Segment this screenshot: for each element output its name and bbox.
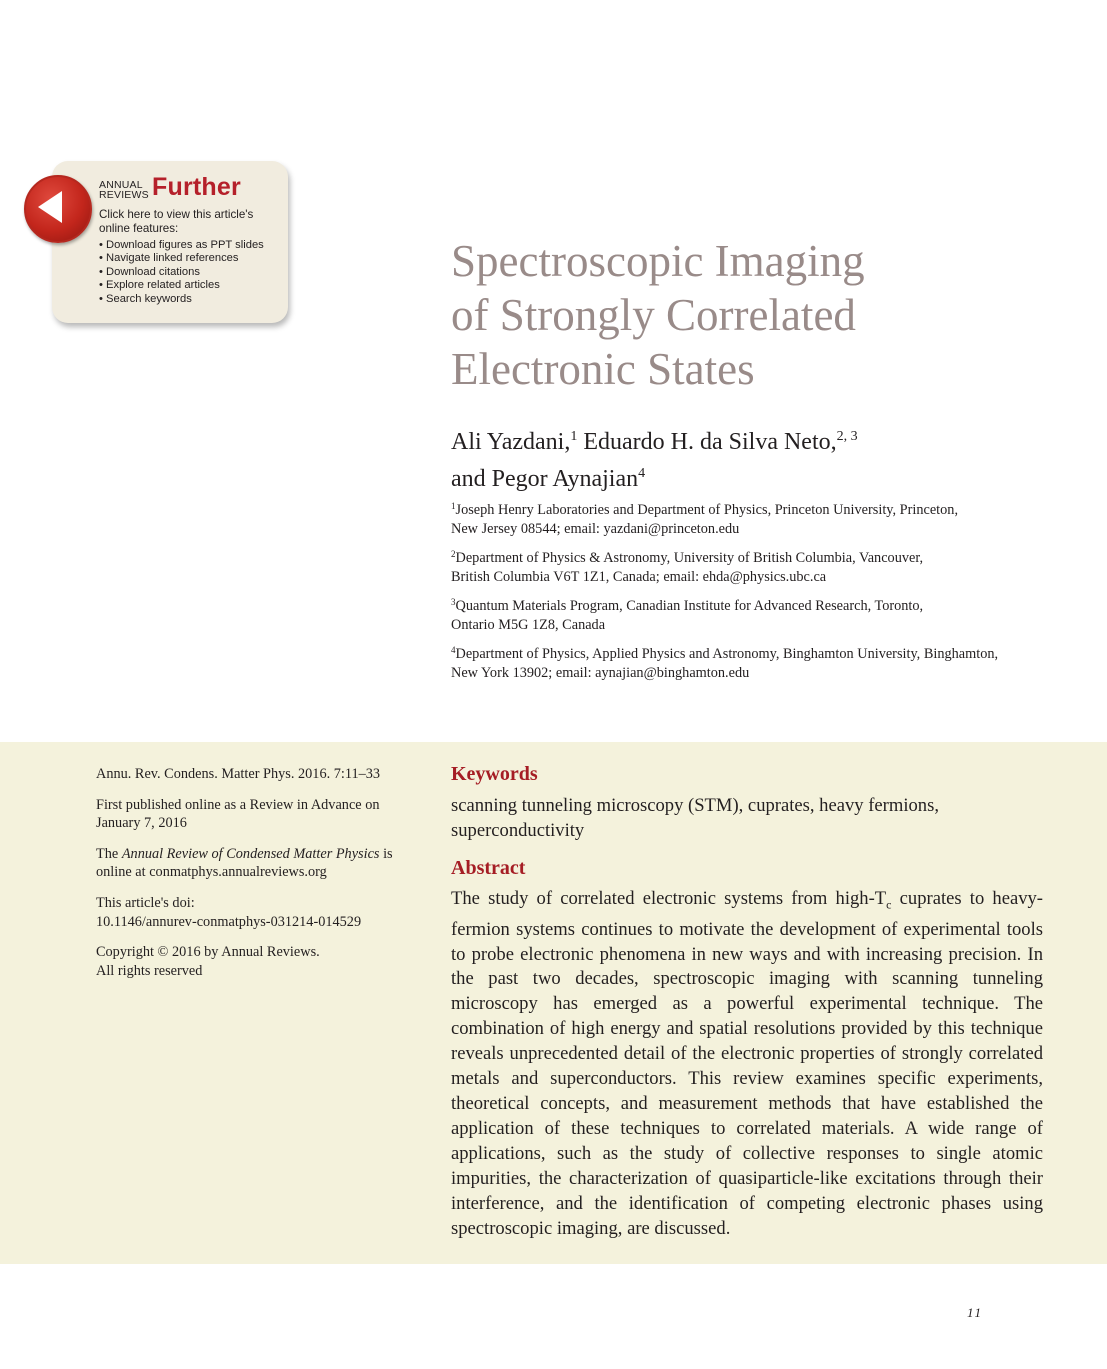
affiliation-1-line2: New Jersey 08544; email: yazdani@princeton.edu: [451, 521, 740, 537]
affiliation-2-line1: Department of Physics & Astronomy, University of British Columbia, Vancouver,: [455, 550, 924, 566]
affiliation-3-sup: 3: [451, 597, 456, 607]
article-info-sidebar: [96, 765, 416, 992]
feature-related-articles[interactable]: • Explore related articles: [99, 279, 264, 292]
affiliation-3-line1: Quantum Materials Program, Canadian Institute for Advanced Research, Toronto,: [455, 598, 924, 614]
abstract-text-rest: cuprates to heavy-fermion systems continues to motivate the development of experimental tools to probe electronic phenomena in new ways and with increasing precision. In the past two decades, spectroscopic imaging with scanning tunneling microscopy has emerged as a powerful experimental technique. The combination of high energy and spatial resolutions provided by this technique reveals unprecedented detail of the electronic properties of strongly correlated metals and superconductors. This review examines specific experiments, theoretical concepts, and measurement methods that have established the application of these techniques to correlated materials. A wide range of applications, such as the study of collective responses to single atomic impurities, the characterization of quasiparticle-like excitations through their interference, and the identification of competing electronic phases using spectroscopic imaging, are discussed.: [451, 888, 1043, 1239]
affiliation-3-line2: Ontario M5G 1Z8, Canada: [451, 617, 606, 633]
further-intro-rest: to view this article's online features:: [99, 208, 254, 235]
affiliation-4-sup: 4: [451, 645, 456, 655]
back-arrow-icon[interactable]: [24, 175, 92, 243]
annual-reviews-logo: [99, 180, 149, 200]
abstract-heading: Abstract: [451, 857, 526, 879]
affiliation-1-line1: Joseph Henry Laboratories and Department of Physics, Princeton University, Princeton,: [455, 502, 959, 518]
author-yazdani: Ali Yazdani,: [451, 429, 571, 455]
first-published-line1: First published online as a Review in Advance on: [96, 796, 380, 813]
first-published: [96, 796, 416, 833]
author-aynajian-sup: 4: [638, 466, 646, 481]
further-features-list: [99, 239, 264, 306]
triangle-left-icon: [26, 177, 86, 237]
affiliation-4-line2: New York 13902; email: aynajian@binghamton.edu: [451, 665, 750, 681]
feature-download-citations[interactable]: • Download citations: [99, 266, 264, 279]
doi-block: [96, 894, 416, 931]
author-neto: Eduardo H. da Silva Neto,: [577, 429, 837, 455]
keywords-heading: Keywords: [451, 763, 538, 785]
copyright: [96, 943, 416, 980]
affiliation-2-sup: 2: [451, 549, 456, 559]
feature-search-keywords[interactable]: • Search keywords: [99, 293, 264, 306]
author-neto-sup: 2, 3: [836, 429, 858, 444]
logo-line-annual: ANNUAL: [99, 179, 143, 191]
journal-online: [96, 845, 416, 882]
title-line-1: Spectroscopic Imaging: [451, 236, 865, 286]
click-here-link[interactable]: Click here: [99, 208, 151, 221]
further-intro: [99, 208, 279, 235]
affiliation-1: [451, 497, 1051, 539]
affiliations: [451, 497, 1051, 689]
journal-name: Annual Review of Condensed Matter Physics: [121, 845, 380, 862]
abstract-column: [451, 763, 1043, 1241]
journal-suffix: is: [379, 845, 393, 862]
journal-url[interactable]: online at conmatphys.annualreviews.org: [96, 864, 327, 881]
logo-line-reviews: REVIEWS: [99, 189, 149, 201]
further-box: [52, 161, 288, 323]
page-number: 11: [967, 1305, 984, 1320]
feature-navigate-references[interactable]: • Navigate linked references: [99, 252, 264, 265]
abstract-text-start: The study of correlated electronic systems from high-T: [451, 888, 887, 909]
rights-line: All rights reserved: [96, 962, 203, 979]
doi-label: This article's doi:: [96, 894, 195, 911]
article-title: [451, 234, 1011, 396]
author-yazdani-sup: 1: [570, 429, 578, 444]
authors-line-1: [451, 421, 1011, 458]
title-line-2: of Strongly Correlated: [451, 290, 856, 340]
affiliation-4-line1: Department of Physics, Applied Physics and Astronomy, Binghamton University, Binghamton,: [455, 646, 999, 662]
abstract-subscript: c: [886, 897, 892, 912]
copyright-line: Copyright © 2016 by Annual Reviews.: [96, 944, 320, 961]
affiliation-2: [451, 545, 1051, 587]
keywords-text: scanning tunneling microscopy (STM), cuprates, heavy fermions, superconductivity: [451, 795, 939, 841]
abstract-text: [451, 887, 1043, 1241]
first-published-date: January 7, 2016: [96, 815, 187, 832]
feature-download-figures[interactable]: • Download figures as PPT slides: [99, 239, 264, 252]
further-label: Further: [152, 173, 241, 201]
author-list: [451, 421, 1011, 495]
author-aynajian: and Pegor Aynajian: [451, 466, 639, 492]
citation: Annu. Rev. Condens. Matter Phys. 2016. 7:11–33: [96, 766, 381, 782]
journal-prefix: The: [96, 845, 122, 862]
affiliation-3: [451, 593, 1051, 635]
authors-line-2: [451, 458, 1011, 495]
affiliation-2-line2: British Columbia V6T 1Z1, Canada; email: ehda@physics.ubc.ca: [451, 569, 827, 585]
affiliation-4: [451, 641, 1051, 683]
doi-value[interactable]: 10.1146/annurev-conmatphys-031214-014529: [96, 913, 362, 930]
affiliation-1-sup: 1: [451, 501, 456, 511]
title-line-3: Electronic States: [451, 344, 755, 394]
